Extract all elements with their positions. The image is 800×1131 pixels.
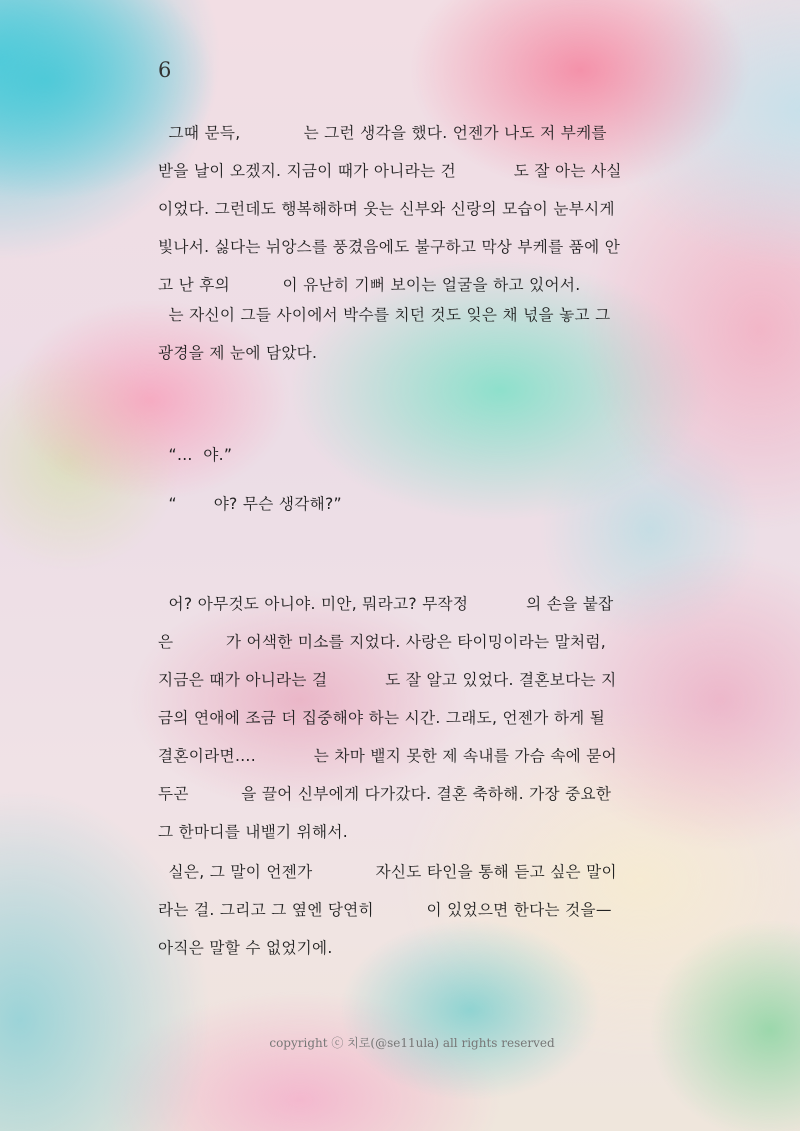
dialogue-line — [158, 485, 665, 523]
text-line: 는 자신이 그들 사이에서 박수를 치던 것도 잊은 채 넋을 놓고 그 — [158, 306, 611, 324]
text-line: 실은, 그 말이 언젠가 자신도 타인을 통해 듣고 싶은 말이 — [158, 863, 617, 881]
text-line: “… 야.” — [158, 446, 233, 464]
text-line: 두곤 을 끌어 신부에게 다가갔다. 결혼 축하해. 가장 중요한 — [158, 785, 612, 803]
copyright-footer: copyright ⓒ 치로(@se11ula) all rights reserved — [269, 1036, 555, 1050]
paragraph — [158, 853, 665, 967]
text-line: 광경을 제 눈에 담았다. — [158, 344, 318, 362]
text-line: 그때 문득, 는 그런 생각을 했다. 언젠가 나도 저 부케를 — [158, 124, 607, 142]
text-line: 아직은 말할 수 없었기에. — [158, 939, 333, 957]
text-line: 은 가 어색한 미소를 지었다. 사랑은 타이밍이라는 말처럼, — [158, 633, 606, 651]
page-number: 6 — [158, 58, 172, 82]
paragraph — [158, 114, 665, 304]
text-line: 라는 걸. 그리고 그 옆엔 당연히 이 있었으면 한다는 것을— — [158, 901, 612, 919]
text-line: 이었다. 그런데도 행복해하며 웃는 신부와 신랑의 모습이 눈부시게 — [158, 200, 615, 218]
text-line: “ 야? 무슨 생각해?” — [158, 495, 342, 513]
paragraph — [158, 296, 665, 372]
text-line: 금의 연애에 조금 더 집중해야 하는 시간. 그래도, 언젠가 하게 될 — [158, 709, 606, 727]
text-line: 결혼이라면…. 는 차마 뱉지 못한 제 속내를 가슴 속에 묻어 — [158, 747, 618, 765]
text-line: 어? 아무것도 아니야. 미안, 뭐라고? 무작정 의 손을 붙잡 — [158, 595, 614, 613]
text-line: 빛나서. 싫다는 뉘앙스를 풍겼음에도 불구하고 막상 부케를 품에 안 — [158, 238, 621, 256]
text-line: 고 난 후의 이 유난히 기뻐 보이는 얼굴을 하고 있어서. — [158, 276, 581, 294]
text-line: 받을 날이 오겠지. 지금이 때가 아니라는 건 도 잘 아는 사실 — [158, 162, 622, 180]
paragraph — [158, 585, 665, 851]
text-line: 지금은 때가 아니라는 걸 도 잘 알고 있었다. 결혼보다는 지 — [158, 671, 617, 689]
dialogue-line — [158, 436, 665, 474]
text-line: 그 한마디를 내뱉기 위해서. — [158, 823, 349, 841]
